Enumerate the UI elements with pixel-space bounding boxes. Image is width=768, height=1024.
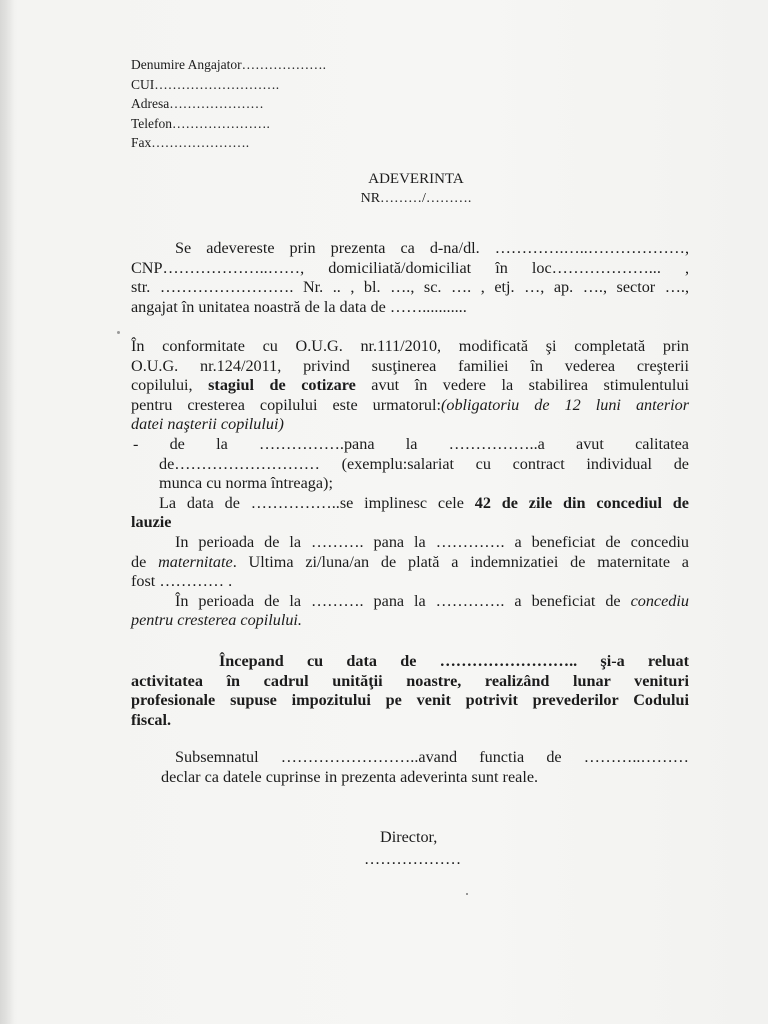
text-span: copilului, [131,376,209,395]
document-number: NR………/………. [360,191,472,206]
text-line: munca cu norma întreaga); [159,474,333,493]
italic-text: pentru cresterea copilului. [131,611,302,630]
text-line [131,494,689,514]
paragraph-declaration [131,748,689,787]
text-span: În perioada de la ………. pana la …………. a beneficiat de [175,591,631,610]
text-line: În conformitate cu O.U.G. nr.111/2010, modificată şi completată prin [131,337,689,355]
italic-text: maternitate [158,552,233,571]
text-span: avut în vedere la stabilirea stimulentului [355,376,689,395]
paragraph-contribution [131,337,689,631]
italic-text: (obligatoriu de 12 luni anterior [440,395,690,414]
employer-header [131,55,326,153]
text-line [131,376,689,396]
paragraph-identification [131,239,689,317]
text-line [131,553,689,573]
text-span: . Ultima zi/luna/an de plată a indemnizatiei de maternitate a [232,552,689,571]
text-line: In perioada de la ………. pana la …………. a beneficiat de concediu [175,532,689,551]
employer-name-field: Denumire Angajator………………. [131,57,326,72]
document-title: ADEVERINTA [368,171,464,187]
bold-text: 42 de zile din concediul de [474,493,689,512]
text-line: str. ……………………. Nr. .. , bl. …., sc. …. , etj. …, ap. …., sector …., [131,278,689,297]
text-line: Începand cu data de …………………….. şi-a reluat [219,652,689,670]
text-line: O.U.G. nr.124/2011, privind susţinerea familiei în vederea creşterii [131,356,689,375]
text-line: de……………………… (exemplu:salariat cu contract individual de [159,454,689,473]
text-span: de [131,552,159,571]
text-line: Se adevereste prin prezenta ca d-na/dl. ………….…..………………, [175,239,689,257]
scan-speck [117,331,120,334]
bold-text: lauzie [131,513,172,532]
text-line: - de la …………….pana la ……………..a avut calitatea [133,434,689,453]
text-span: pentru cresterea copilului este urmatorul: [131,395,441,414]
text-line: profesionale supuse impozitului pe venit potrivit prevederilor Codului [131,691,689,710]
text-span: La data de ……………..se implinesc cele [159,493,475,512]
cui-field: CUI………………………. [131,76,280,92]
text-line [131,396,689,416]
paragraph-resumption [131,652,689,730]
scan-speck [466,893,468,895]
text-line: angajat în unitatea noastră de la data de ……........... [131,297,467,316]
text-line: activitatea în cadrul unităţii noastre, realizând lunar venituri [131,671,689,690]
text-line: fiscal. [131,710,172,729]
fax-field: Fax…………………. [131,135,250,150]
text-line: declar ca datele cuprinse in prezenta adeverinta sunt reale. [161,767,539,786]
italic-text: concediu [630,591,689,610]
text-line: fost ………… . [131,572,233,591]
text-line [131,592,689,612]
director-label: Director, [380,828,438,846]
address-field: Adresa………………… [131,96,264,111]
phone-field: Telefon…………………. [131,115,270,131]
paper-edge-shadow [0,0,14,1024]
italic-text: datei naşterii copilului) [131,415,284,434]
text-line: Subsemnatul ……………………..avand functia de ………..……… [175,748,689,766]
signature-line: ……………… [364,850,462,868]
signature-block [364,826,462,870]
text-line: CNP………………..……, domiciliată/domiciliat în loc………………... , [131,258,689,277]
bold-text: stagiul de cotizare [208,376,356,395]
